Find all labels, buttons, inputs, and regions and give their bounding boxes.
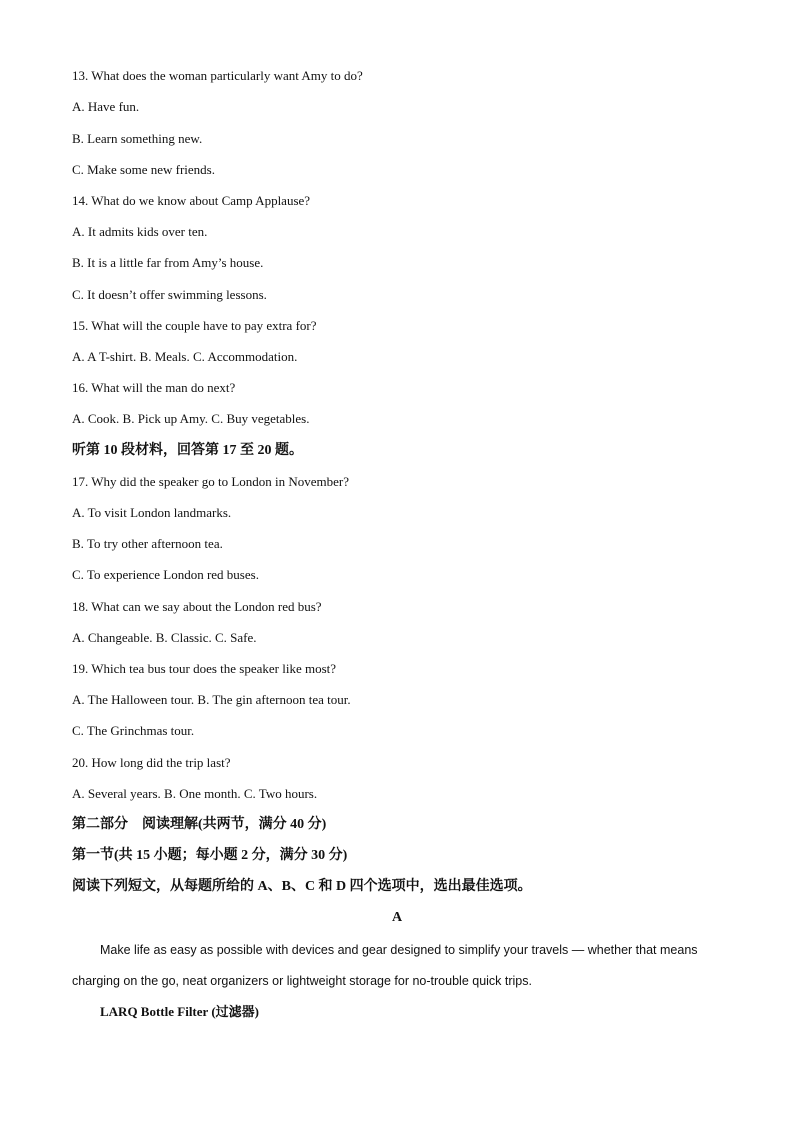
section-10-heading: 听第 10 段材料，回答第 17 至 20 题。 xyxy=(72,443,303,458)
question-18-stem: 18. What can we say about the London red bus? xyxy=(72,599,322,614)
question-17-option-b: B. To try other afternoon tea. xyxy=(72,536,223,551)
question-14-option-b: B. It is a little far from Amy’s house. xyxy=(72,255,264,270)
question-13-option-b: B. Learn something new. xyxy=(72,131,203,146)
question-19-stem: 19. Which tea bus tour does the speaker like most? xyxy=(72,661,337,676)
question-13-option-a: A. Have fun. xyxy=(72,99,140,114)
part-2-title: 第二部分 阅读理解(共两节，满分 40 分) xyxy=(72,817,327,832)
question-15-options: A. A T-shirt. B. Meals. C. Accommodation. xyxy=(72,349,298,364)
question-20-stem: 20. How long did the trip last? xyxy=(72,755,231,770)
question-17-stem: 17. Why did the speaker go to London in November? xyxy=(72,474,350,489)
question-18-options: A. Changeable. B. Classic. C. Safe. xyxy=(72,630,257,645)
question-17-option-c: C. To experience London red buses. xyxy=(72,567,259,582)
question-14-option-c: C. It doesn’t offer swimming lessons. xyxy=(72,287,267,302)
question-20-options: A. Several years. B. One month. C. Two hours. xyxy=(72,786,318,801)
part-2-section-1: 第一节(共 15 小题；每小题 2 分，满分 30 分) xyxy=(72,848,348,863)
passage-a-heading: A xyxy=(391,910,403,925)
passage-a-subheading: LARQ Bottle Filter (过滤器) xyxy=(100,1004,259,1019)
question-14-option-a: A. It admits kids over ten. xyxy=(72,224,208,239)
question-14-stem: 14. What do we know about Camp Applause? xyxy=(72,193,311,208)
question-19-options-ab: A. The Halloween tour. B. The gin afternoon tea tour. xyxy=(72,692,351,707)
part-2-instruction: 阅读下列短文，从每题所给的 A、B、C 和 D 四个选项中，选出最佳选项。 xyxy=(72,879,532,894)
question-13-stem: 13. What does the woman particularly want Amy to do? xyxy=(72,68,363,83)
question-16-stem: 16. What will the man do next? xyxy=(72,380,236,395)
passage-a-paragraph-line-1: Make life as easy as possible with devices and gear designed to simplify your travels — whether that means xyxy=(100,943,698,957)
question-17-option-a: A. To visit London landmarks. xyxy=(72,505,232,520)
question-13-option-c: C. Make some new friends. xyxy=(72,162,215,177)
question-16-options: A. Cook. B. Pick up Amy. C. Buy vegetables. xyxy=(72,411,310,426)
question-19-option-c: C. The Grinchmas tour. xyxy=(72,723,195,738)
question-15-stem: 15. What will the couple have to pay extra for? xyxy=(72,318,317,333)
passage-a-paragraph-line-2: charging on the go, neat organizers or lightweight storage for no-trouble quick trips. xyxy=(72,974,532,988)
